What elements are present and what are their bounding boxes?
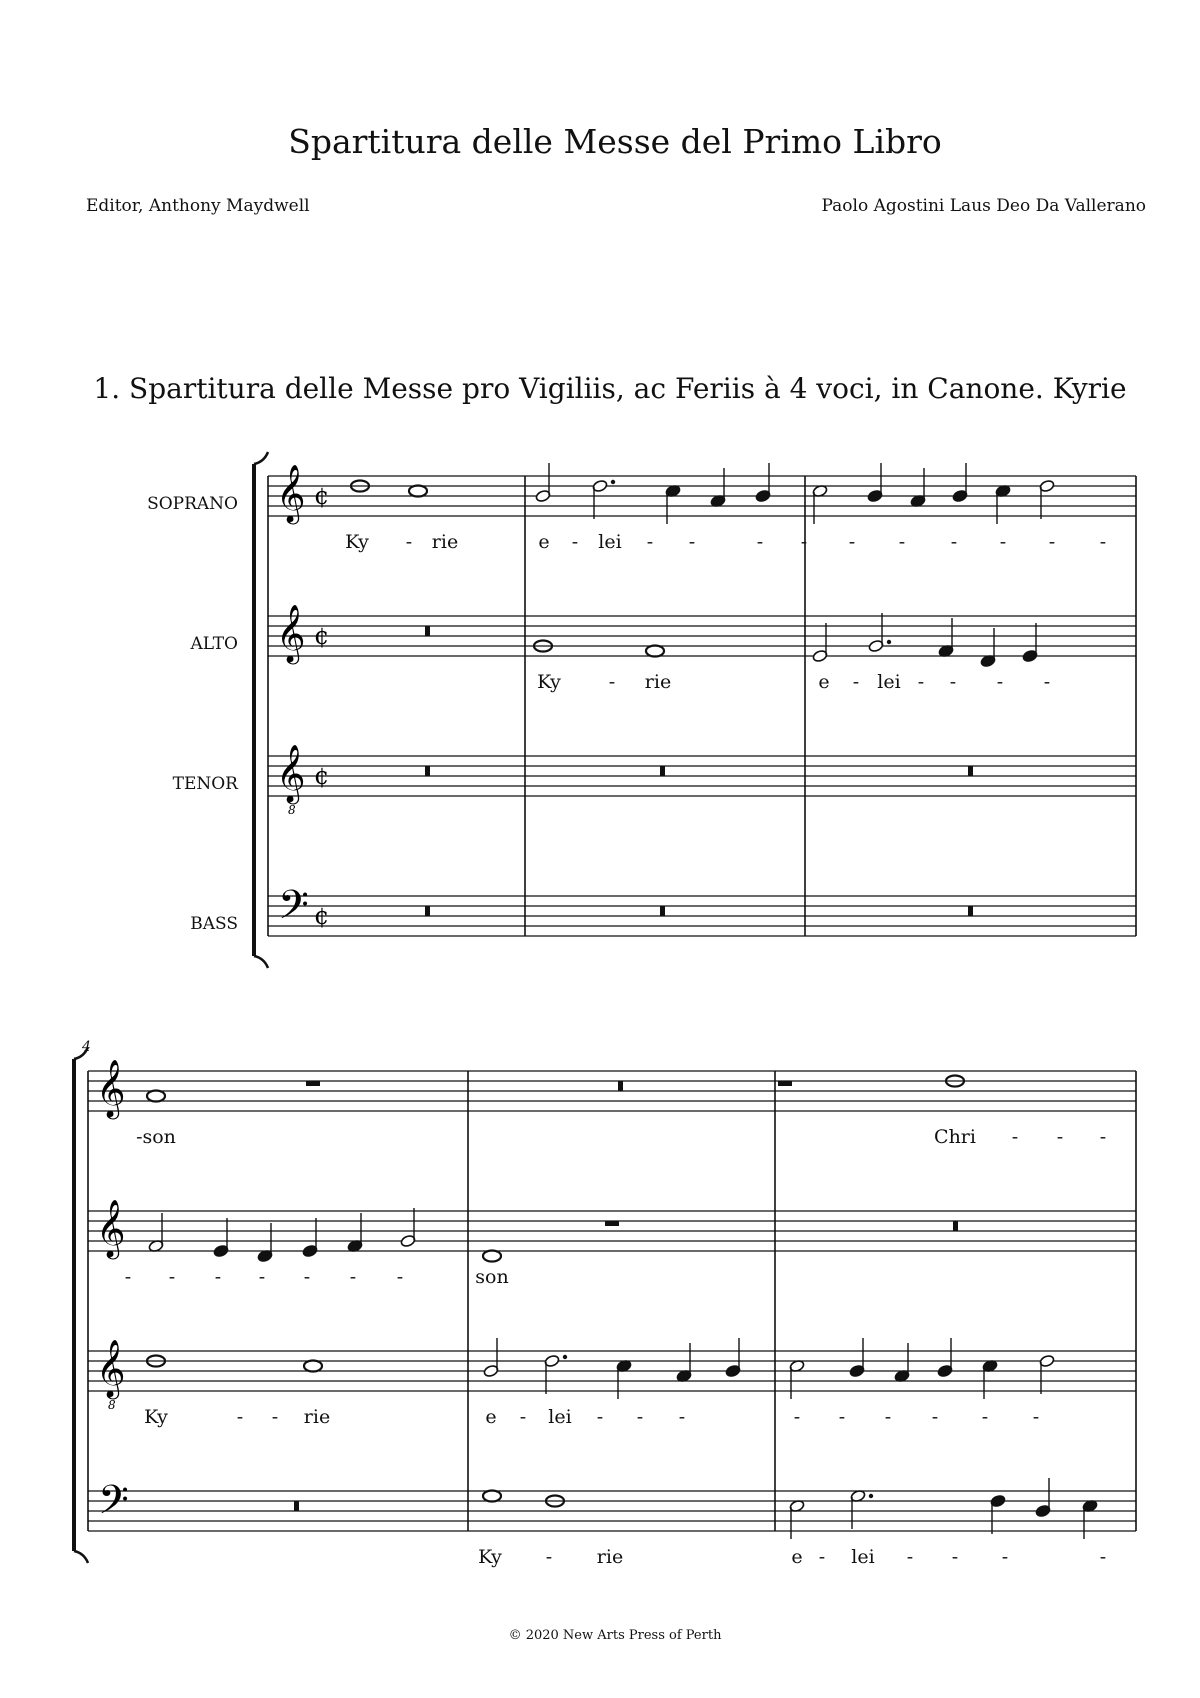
lyric-syllable: - <box>214 1266 222 1288</box>
lyric-syllable: lei <box>877 671 901 693</box>
lyric-syllable: - <box>236 1406 244 1428</box>
lyric-syllable: - <box>981 1406 989 1428</box>
part-name-soprano: SOPRANO <box>147 494 238 514</box>
lyric-syllable: - <box>596 1406 604 1428</box>
lyric-syllable: - <box>646 531 654 553</box>
lyric-syllable: - <box>1048 531 1056 553</box>
augmentation-dot <box>887 640 891 644</box>
whole-note <box>646 646 664 657</box>
part-name-alto: ALTO <box>190 634 238 654</box>
whole-note <box>409 486 427 497</box>
lyric-syllable: Chri <box>934 1126 976 1148</box>
whole-note <box>483 1251 501 1262</box>
treble-clef-icon: 𝄞 <box>276 604 306 662</box>
lyric-syllable: - <box>931 1406 939 1428</box>
time-signature: ¢ <box>314 482 330 510</box>
whole-rest-icon <box>605 1221 619 1226</box>
bracket-bottom-hook <box>254 956 268 968</box>
lyric-syllable: Ky <box>345 531 369 553</box>
breve-rest-icon <box>953 1221 958 1231</box>
lyric-syllable: - <box>848 531 856 553</box>
lyric-syllable: - <box>405 531 413 553</box>
whole-note <box>147 1091 165 1102</box>
lyric-syllable: - <box>884 1406 892 1428</box>
whole-note <box>304 1361 322 1372</box>
lyric-syllable: - <box>168 1266 176 1288</box>
lyric-syllable: - <box>1099 1546 1107 1568</box>
lyric-syllable: son <box>475 1266 509 1288</box>
treble-clef-icon: 𝄞 <box>96 1059 126 1117</box>
lyric-syllable: e <box>791 1546 803 1568</box>
score-title: Spartitura delle Messe del Primo Libro <box>288 122 942 161</box>
time-signature: ¢ <box>314 762 330 790</box>
lyric-syllable: - <box>950 531 958 553</box>
treble-clef-icon: 𝄞 <box>276 464 306 522</box>
lyric-syllable: e <box>485 1406 497 1428</box>
bass-clef-icon: 𝄢 <box>278 882 309 938</box>
lyric-syllable: - <box>917 671 925 693</box>
breve-rest-icon <box>294 1501 299 1511</box>
lyric-syllable: - <box>756 531 764 553</box>
time-signature: ¢ <box>314 622 330 650</box>
lyric-syllable: lei <box>548 1406 572 1428</box>
breve-rest-icon <box>968 766 973 776</box>
lyric-syllable: - <box>949 671 957 693</box>
treble-clef-icon: 𝄞 <box>276 744 306 802</box>
augmentation-dot <box>869 1494 873 1498</box>
lyric-syllable: Ky <box>537 671 561 693</box>
lyric-syllable: rie <box>596 1546 624 1568</box>
whole-rest-icon <box>306 1081 320 1086</box>
treble-clef-icon: 𝄞 <box>96 1199 126 1257</box>
movement-title: 1. Spartitura delle Messe pro Vigiliis, ac Feriis à 4 voci, in Canone. Kyrie <box>93 372 1127 405</box>
part-name-bass: BASS <box>190 914 238 934</box>
octave-8-mark: 8 <box>108 1398 116 1412</box>
lyric-syllable: - <box>852 671 860 693</box>
lyric-syllable: - <box>1032 1406 1040 1428</box>
breve-rest-icon <box>660 766 665 776</box>
copyright-notice: © 2020 New Arts Press of Perth <box>508 1628 722 1643</box>
lyric-syllable: - <box>545 1546 553 1568</box>
lyric-syllable: rie <box>303 1406 331 1428</box>
lyric-syllable: lei <box>851 1546 875 1568</box>
lyric-syllable: - <box>1099 531 1107 553</box>
lyric-syllable: Ky <box>144 1406 168 1428</box>
lyric-syllable: - <box>636 1406 644 1428</box>
lyric-syllable: Ky <box>478 1546 502 1568</box>
lyric-syllable: - <box>999 531 1007 553</box>
lyric-syllable: -son <box>136 1126 176 1148</box>
octave-8-mark: 8 <box>288 803 296 817</box>
lyric-syllable: - <box>258 1266 266 1288</box>
lyric-syllable: - <box>906 1546 914 1568</box>
lyric-syllable: - <box>1001 1546 1009 1568</box>
editor-credit: Editor, Anthony Maydwell <box>86 196 310 216</box>
bracket-bottom-hook <box>74 1551 88 1563</box>
lyric-syllable: - <box>838 1406 846 1428</box>
lyric-syllable: - <box>303 1266 311 1288</box>
whole-rest-icon <box>778 1081 792 1086</box>
lyric-syllable: - <box>688 531 696 553</box>
whole-note <box>483 1491 501 1502</box>
treble-clef-icon: 𝄞 <box>96 1339 126 1397</box>
lyric-syllable: e <box>818 671 830 693</box>
breve-rest-icon <box>968 906 973 916</box>
lyric-syllable: - <box>608 671 616 693</box>
lyric-syllable: - <box>271 1406 279 1428</box>
lyric-syllable: - <box>1043 671 1051 693</box>
lyric-syllable: - <box>951 1546 959 1568</box>
lyric-syllable: - <box>519 1406 527 1428</box>
lyric-syllable: rie <box>644 671 672 693</box>
measure-number: 4 <box>82 1039 91 1055</box>
lyric-syllable: - <box>678 1406 686 1428</box>
augmentation-dot <box>563 1355 567 1359</box>
composer-credit: Paolo Agostini Laus Deo Da Vallerano <box>821 196 1146 216</box>
lyric-syllable: - <box>349 1266 357 1288</box>
augmentation-dot <box>611 480 615 484</box>
lyric-syllable: - <box>1056 1126 1064 1148</box>
lyric-syllable: - <box>996 671 1004 693</box>
lyric-syllable: - <box>396 1266 404 1288</box>
bracket-top-hook <box>254 452 268 464</box>
lyric-syllable: rie <box>431 531 459 553</box>
lyric-syllable: - <box>124 1266 132 1288</box>
lyric-syllable: e <box>538 531 550 553</box>
breve-rest-icon <box>660 906 665 916</box>
breve-rest-icon <box>618 1081 623 1091</box>
lyric-syllable: lei <box>598 531 622 553</box>
bass-clef-icon: 𝄢 <box>98 1477 129 1533</box>
lyric-syllable: - <box>1099 1126 1107 1148</box>
breve-rest-icon <box>425 766 430 776</box>
time-signature: ¢ <box>314 902 330 930</box>
part-name-tenor: TENOR <box>172 774 238 794</box>
lyric-syllable: - <box>800 531 808 553</box>
lyric-syllable: - <box>571 531 579 553</box>
breve-rest-icon <box>425 626 430 636</box>
lyric-syllable: - <box>1011 1126 1019 1148</box>
lyric-syllable: - <box>898 531 906 553</box>
breve-rest-icon <box>425 906 430 916</box>
lyric-syllable: - <box>793 1406 801 1428</box>
lyric-syllable: - <box>818 1546 826 1568</box>
